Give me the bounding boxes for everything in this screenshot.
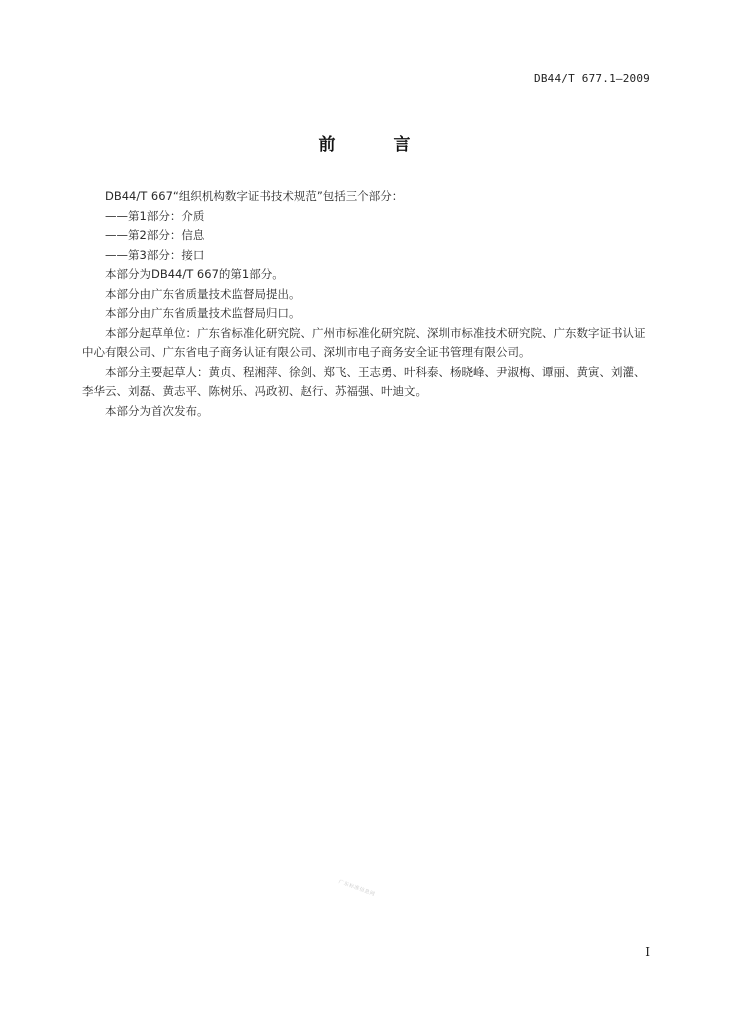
managed-by-paragraph: 本部分由广东省质量技术监督局归口。	[105, 306, 301, 320]
list-item-part2: ——第2部分：信息	[105, 228, 205, 242]
list-item-part3: ——第3部分：接口	[105, 247, 205, 262]
page-number: I	[645, 945, 650, 959]
standard-code: DB44/T 677.1—2009	[534, 72, 650, 85]
page-title: 前 言	[318, 135, 437, 155]
first-release-paragraph: 本部分为首次发布。	[105, 403, 209, 418]
proposed-by-paragraph: 本部分由广东省质量技术监督局提出。	[105, 286, 301, 301]
list-item-part1: ——第1部分：介质	[105, 208, 205, 223]
foreword-body	[82, 187, 652, 421]
intro-paragraph: DB44/T 667“组织机构数字证书技术规范”包括三个部分：	[105, 189, 404, 203]
watermark-text: 广东标准信息网	[337, 878, 376, 898]
drafting-units-paragraph: 本部分起草单位：广东省标准化研究院、广州市标准化研究院、深圳市标准技术研究院、广东数字证书认证中心有限公司、广东省电子商务认证有限公司、深圳市电子商务安全证书管理有限公司。	[82, 325, 646, 359]
this-part-paragraph: 本部分为DB44/T 667的第1部分。	[105, 267, 284, 281]
drafters-paragraph: 本部分主要起草人：黄贞、程湘萍、徐剑、郑飞、王志勇、叶科泰、杨晓峰、尹淑梅、谭丽、黄寅、刘灌、李华云、刘磊、黄志平、陈树乐、冯政初、赵行、苏福强、叶迪文。	[82, 364, 646, 398]
